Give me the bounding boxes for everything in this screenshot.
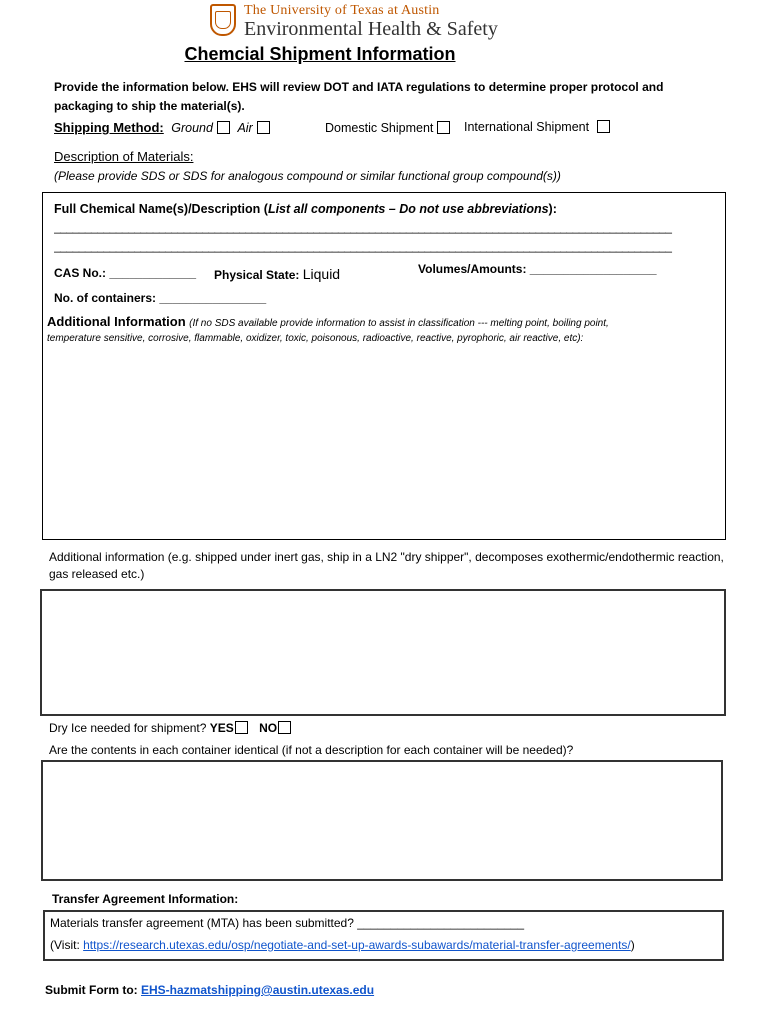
transfer-label: Transfer Agreement Information: <box>52 892 239 906</box>
containers-count-field[interactable]: No. of containers: ________________ <box>54 291 267 305</box>
volumes-amounts-field[interactable]: Volumes/Amounts: ___________________ <box>418 262 657 276</box>
mta-visit-line <box>50 938 635 952</box>
visit-prefix: (Visit: <box>50 938 84 952</box>
physical-state-label: Physical State: <box>214 268 300 282</box>
additional-info-label: Additional Information <box>47 314 186 329</box>
ut-ehs-logo <box>210 4 498 40</box>
chemical-name-line-1[interactable]: ____________________________________________________________________________________________________ <box>54 220 672 234</box>
dept-name: Environmental Health & Safety <box>244 18 498 40</box>
chemical-label-suffix: ): <box>548 202 557 216</box>
submit-row <box>45 983 374 997</box>
international-row <box>464 120 610 134</box>
international-checkbox[interactable] <box>597 120 610 133</box>
cas-number-field[interactable]: CAS No.: _____________ <box>54 266 197 280</box>
international-label: International Shipment <box>464 120 590 134</box>
materials-label <box>54 149 193 164</box>
page-title: Chemcial Shipment Information <box>184 44 456 64</box>
mta-field[interactable]: Materials transfer agreement (MTA) has been submitted? _________________________ <box>50 916 525 930</box>
ut-tower-seal-icon <box>210 4 236 36</box>
visit-suffix: ) <box>630 938 635 952</box>
dry-ice-question: Dry Ice needed for shipment? <box>49 721 207 735</box>
ground-label: Ground <box>171 121 213 135</box>
air-label: Air <box>237 121 253 135</box>
identical-textarea[interactable] <box>41 760 723 881</box>
extra-info-textarea[interactable] <box>40 589 726 716</box>
chemical-name-label <box>54 202 557 216</box>
shipping-method-row <box>54 120 270 135</box>
domestic-label: Domestic Shipment <box>325 121 434 135</box>
shipping-method-label: Shipping Method: <box>54 120 164 135</box>
dry-ice-row <box>49 721 291 735</box>
air-checkbox[interactable] <box>257 121 270 134</box>
materials-note: (Please provide SDS or SDS for analogous compound or similar functional group compound(s)) <box>54 169 561 183</box>
dry-ice-yes-label: YES <box>209 721 234 735</box>
materials-label-text: Description of Materials: <box>54 149 194 164</box>
org-name: The University of Texas at Austin <box>244 3 440 18</box>
chemical-name-line-2[interactable]: ____________________________________________________________________________________________________ <box>54 239 672 253</box>
submit-label: Submit Form to: <box>45 983 138 997</box>
additional-info-textarea[interactable] <box>48 352 720 534</box>
dry-ice-no-label: NO <box>259 721 278 735</box>
extra-info-label: Additional information (e.g. shipped under inert gas, ship in a LN2 "dry shipper", decomposes exothermic/endothermic reaction, gas released etc.) <box>49 550 724 581</box>
submit-email-link[interactable]: EHS-hazmatshipping@austin.utexas.edu <box>141 983 375 997</box>
physical-state-value: Liquid <box>302 266 341 282</box>
chemical-label-prefix: Full Chemical Name(s)/Description ( <box>54 202 268 216</box>
physical-state-field[interactable] <box>214 266 340 282</box>
additional-info-note-2: temperature sensitive, corrosive, flammable, oxidizer, toxic, poisonous, radioactive, reactive, pyrophoric, air reactive, etc): <box>47 333 584 344</box>
domestic-checkbox[interactable] <box>437 121 450 134</box>
identical-question: Are the contents in each container identical (if not a description for each container will be needed)? <box>49 743 574 757</box>
domestic-row <box>325 121 450 135</box>
intro-text: Provide the information below. EHS will review DOT and IATA regulations to determine proper protocol and packaging to ship the material(s). <box>54 80 664 113</box>
dry-ice-yes-checkbox[interactable] <box>235 721 248 734</box>
ground-checkbox[interactable] <box>217 121 230 134</box>
dry-ice-no-checkbox[interactable] <box>278 721 291 734</box>
additional-info-note-1: (If no SDS available provide information to assist in classification --- melting point, boiling point, <box>189 318 609 329</box>
chemical-label-italic: List all components – Do not use abbreviations <box>267 202 549 216</box>
additional-info-heading <box>47 314 609 329</box>
mta-link[interactable]: https://research.utexas.edu/osp/negotiate-and-set-up-awards-subawards/material-transfer-agreements/ <box>83 938 631 952</box>
